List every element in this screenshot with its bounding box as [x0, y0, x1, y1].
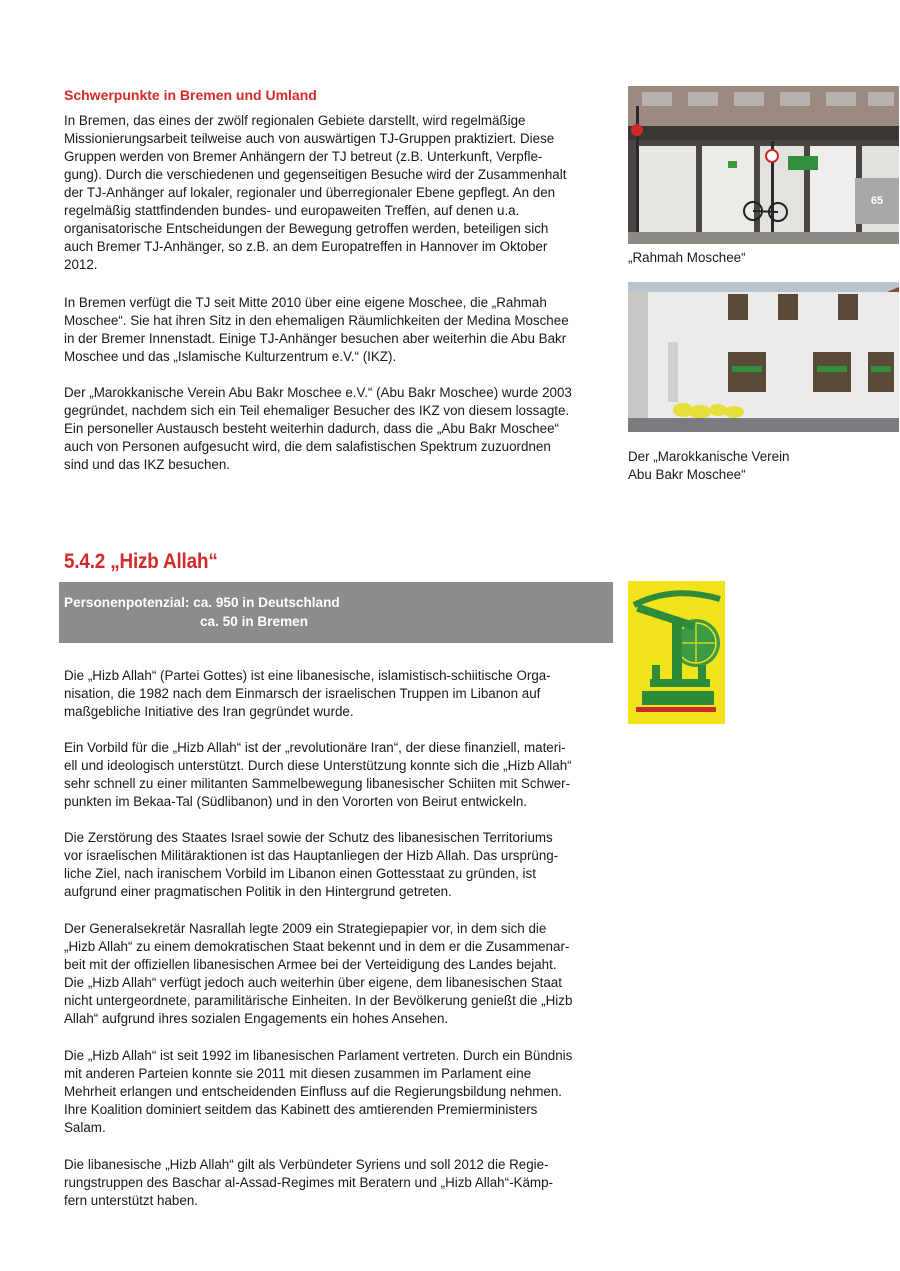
text-line: nisation, die 1982 nach dem Einmarsch der israelischen Truppen im Libanon auf	[64, 686, 541, 701]
personenpotenzial-germany: Personenpotenzial: ca. 950 in Deutschland	[64, 595, 340, 610]
text-line: auch von Personen aufgesucht wird, die dem salafistischen Spektrum zuzuordnen	[64, 439, 551, 454]
hizb-allah-flag-image	[628, 581, 725, 724]
text-line: In Bremen, das eines der zwölf regionalen Gebiete darstellt, wird regelmäßige	[64, 113, 526, 128]
paragraph-bremen-2	[64, 294, 614, 366]
text-line: Gruppen werden von Bremer Anhängern der TJ betreut (z.B. Unterkunft, Verpfle-	[64, 149, 543, 164]
paragraph-bremen-1	[64, 112, 614, 274]
paragraph-hizb-1	[64, 667, 614, 721]
section-heading-bremen: Schwerpunkte in Bremen und Umland	[64, 87, 317, 103]
text-line: vor israelischen Militäraktionen ist das Hauptanliegen der Hizb Allah. Das ursprüng-	[64, 848, 559, 863]
text-line: Ein personeller Austausch besteht weiterhin dadurch, dass die „Abu Bakr Moschee“	[64, 421, 559, 436]
text-line: Die „Hizb Allah“ (Partei Gottes) ist eine libanesische, islamistisch-schiitische Orga-	[64, 668, 551, 683]
text-line: Die libanesische „Hizb Allah“ gilt als Verbündeter Syriens und soll 2012 die Regie-	[64, 1157, 549, 1172]
text-line: gegründet, nachdem sich ein Teil ehemaliger Besucher des IKZ von diesem lossagte.	[64, 403, 570, 418]
photo-caption-abu-bakr	[628, 448, 790, 484]
text-line: Die Zerstörung des Staates Israel sowie der Schutz des libanesischen Territoriums	[64, 830, 553, 845]
text-line: regelmäßig stattfindenden bundes- und europaweiten Treffen, auf denen u.a.	[64, 203, 520, 218]
paragraph-hizb-3	[64, 829, 614, 901]
text-line: Ein Vorbild für die „Hizb Allah“ ist der „revolutionäre Iran“, der diese finanziell, materi-	[64, 740, 566, 755]
text-line: in der Bremer Innenstadt. Einige TJ-Anhänger besuchen aber weiterhin die Abu Bakr	[64, 331, 567, 346]
text-line: punkten im Bekaa-Tal (Südlibanon) und in den Vororten von Beirut entwickeln.	[64, 794, 527, 809]
text-line: maßgebliche Initiative des Iran gegründet wurde.	[64, 704, 354, 719]
paragraph-hizb-2	[64, 739, 614, 811]
abu-bakr-moschee-illustration	[628, 282, 899, 432]
text-line: In Bremen verfügt die TJ seit Mitte 2010 über eine eigene Moschee, die „Rahmah	[64, 295, 547, 310]
paragraph-hizb-6	[64, 1156, 614, 1210]
text-line: ell und ideologisch unterstützt. Durch diese Unterstützung konnte sich die „Hizb Allah“	[64, 758, 572, 773]
text-line: Mehrheit erlangen und entscheidenden Einfluss auf die Regierungsbildung nehmen.	[64, 1084, 563, 1099]
text-line: organisatorische Entscheidungen der Bewegung getroffen werden, beteiligen sich	[64, 221, 549, 236]
text-line: liche Ziel, nach iranischem Vorbild im Libanon einen Gottesstaat zu gründen, ist	[64, 866, 536, 881]
text-line: Moschee“. Sie hat ihren Sitz in den ehemaligen Räumlichkeiten der Medina Moschee	[64, 313, 569, 328]
caption-line: Abu Bakr Moschee“	[628, 467, 746, 482]
text-line: Salam.	[64, 1120, 106, 1135]
personenpotenzial-box	[59, 582, 613, 643]
text-line: 2012.	[64, 257, 98, 272]
text-line: der TJ-Anhänger auf lokaler, regionaler und überregionaler Ebene gepflegt. An den	[64, 185, 556, 200]
text-line: sind und das IKZ besuchen.	[64, 457, 231, 472]
text-line: auch Bremer TJ-Anhänger, so z.B. an dem Europatreffen in Hannover im Oktober	[64, 239, 548, 254]
paragraph-hizb-4	[64, 920, 614, 1028]
text-line: gung). Durch die verschiedenen und gegenseitigen Besuche wird der Zusammenhalt	[64, 167, 567, 182]
text-line: Die „Hizb Allah“ ist seit 1992 im libanesischen Parlament vertreten. Durch ein Bündnis	[64, 1048, 573, 1063]
text-line: nicht untergeordnete, paramilitärische Einheiten. In der Bevölkerung genießt die „Hizb	[64, 993, 573, 1008]
text-line: „Hizb Allah“ zu einem demokratischen Staat bekennt und in dem er die Zusammenar-	[64, 939, 570, 954]
text-line: Allah“ aufgrund ihres sozialen Engagements ein hohes Ansehen.	[64, 1011, 449, 1026]
hizb-allah-flag-emblem	[628, 581, 725, 724]
section-title-hizb-allah: 5.4.2 „Hizb Allah“	[64, 550, 218, 573]
text-line: mit anderen Parteien konnte sie 2011 mit diesen zusammen im Parlament eine	[64, 1066, 532, 1081]
paragraph-hizb-5	[64, 1047, 614, 1137]
page-number-badge: 65	[855, 178, 899, 224]
text-line: Der Generalsekretär Nasrallah legte 2009 ein Strategiepapier vor, in dem sich die	[64, 921, 547, 936]
text-line: Moschee und das „Islamische Kulturzentrum e.V.“ (IKZ).	[64, 349, 397, 364]
photo-caption-rahmah: „Rahmah Moschee“	[628, 250, 746, 265]
text-line: fern unterstützt haben.	[64, 1193, 198, 1208]
text-line: rungstruppen des Baschar al-Assad-Regimes mit Beratern und „Hizb Allah“-Kämp-	[64, 1175, 553, 1190]
text-line: Der „Marokkanische Verein Abu Bakr Moschee e.V.“ (Abu Bakr Moschee) wurde 2003	[64, 385, 572, 400]
text-line: Ihre Koalition dominiert seitdem das Kabinett des amtierenden Premierministers	[64, 1102, 538, 1117]
abu-bakr-moschee-photo	[628, 282, 899, 432]
text-line: sehr schnell zu einer militanten Sammelbewegung libanesischer Schiiten mit Schwer-	[64, 776, 571, 791]
personenpotenzial-bremen: ca. 50 in Bremen	[200, 614, 309, 629]
paragraph-bremen-3	[64, 384, 614, 474]
caption-line: Der „Marokkanische Verein	[628, 449, 790, 464]
text-line: Die „Hizb Allah“ verfügt jedoch auch weiterhin über eigene, dem libanesischen Staat	[64, 975, 562, 990]
text-line: Missionierungsarbeit teilweise auch von auswärtigen TJ-Gruppen praktiziert. Diese	[64, 131, 555, 146]
text-line: aufgrund einer pragmatischen Politik in den Hintergrund getreten.	[64, 884, 452, 899]
text-line: beit mit der offiziellen libanesischen Armee bei der Verteidigung des Landes bejaht.	[64, 957, 557, 972]
